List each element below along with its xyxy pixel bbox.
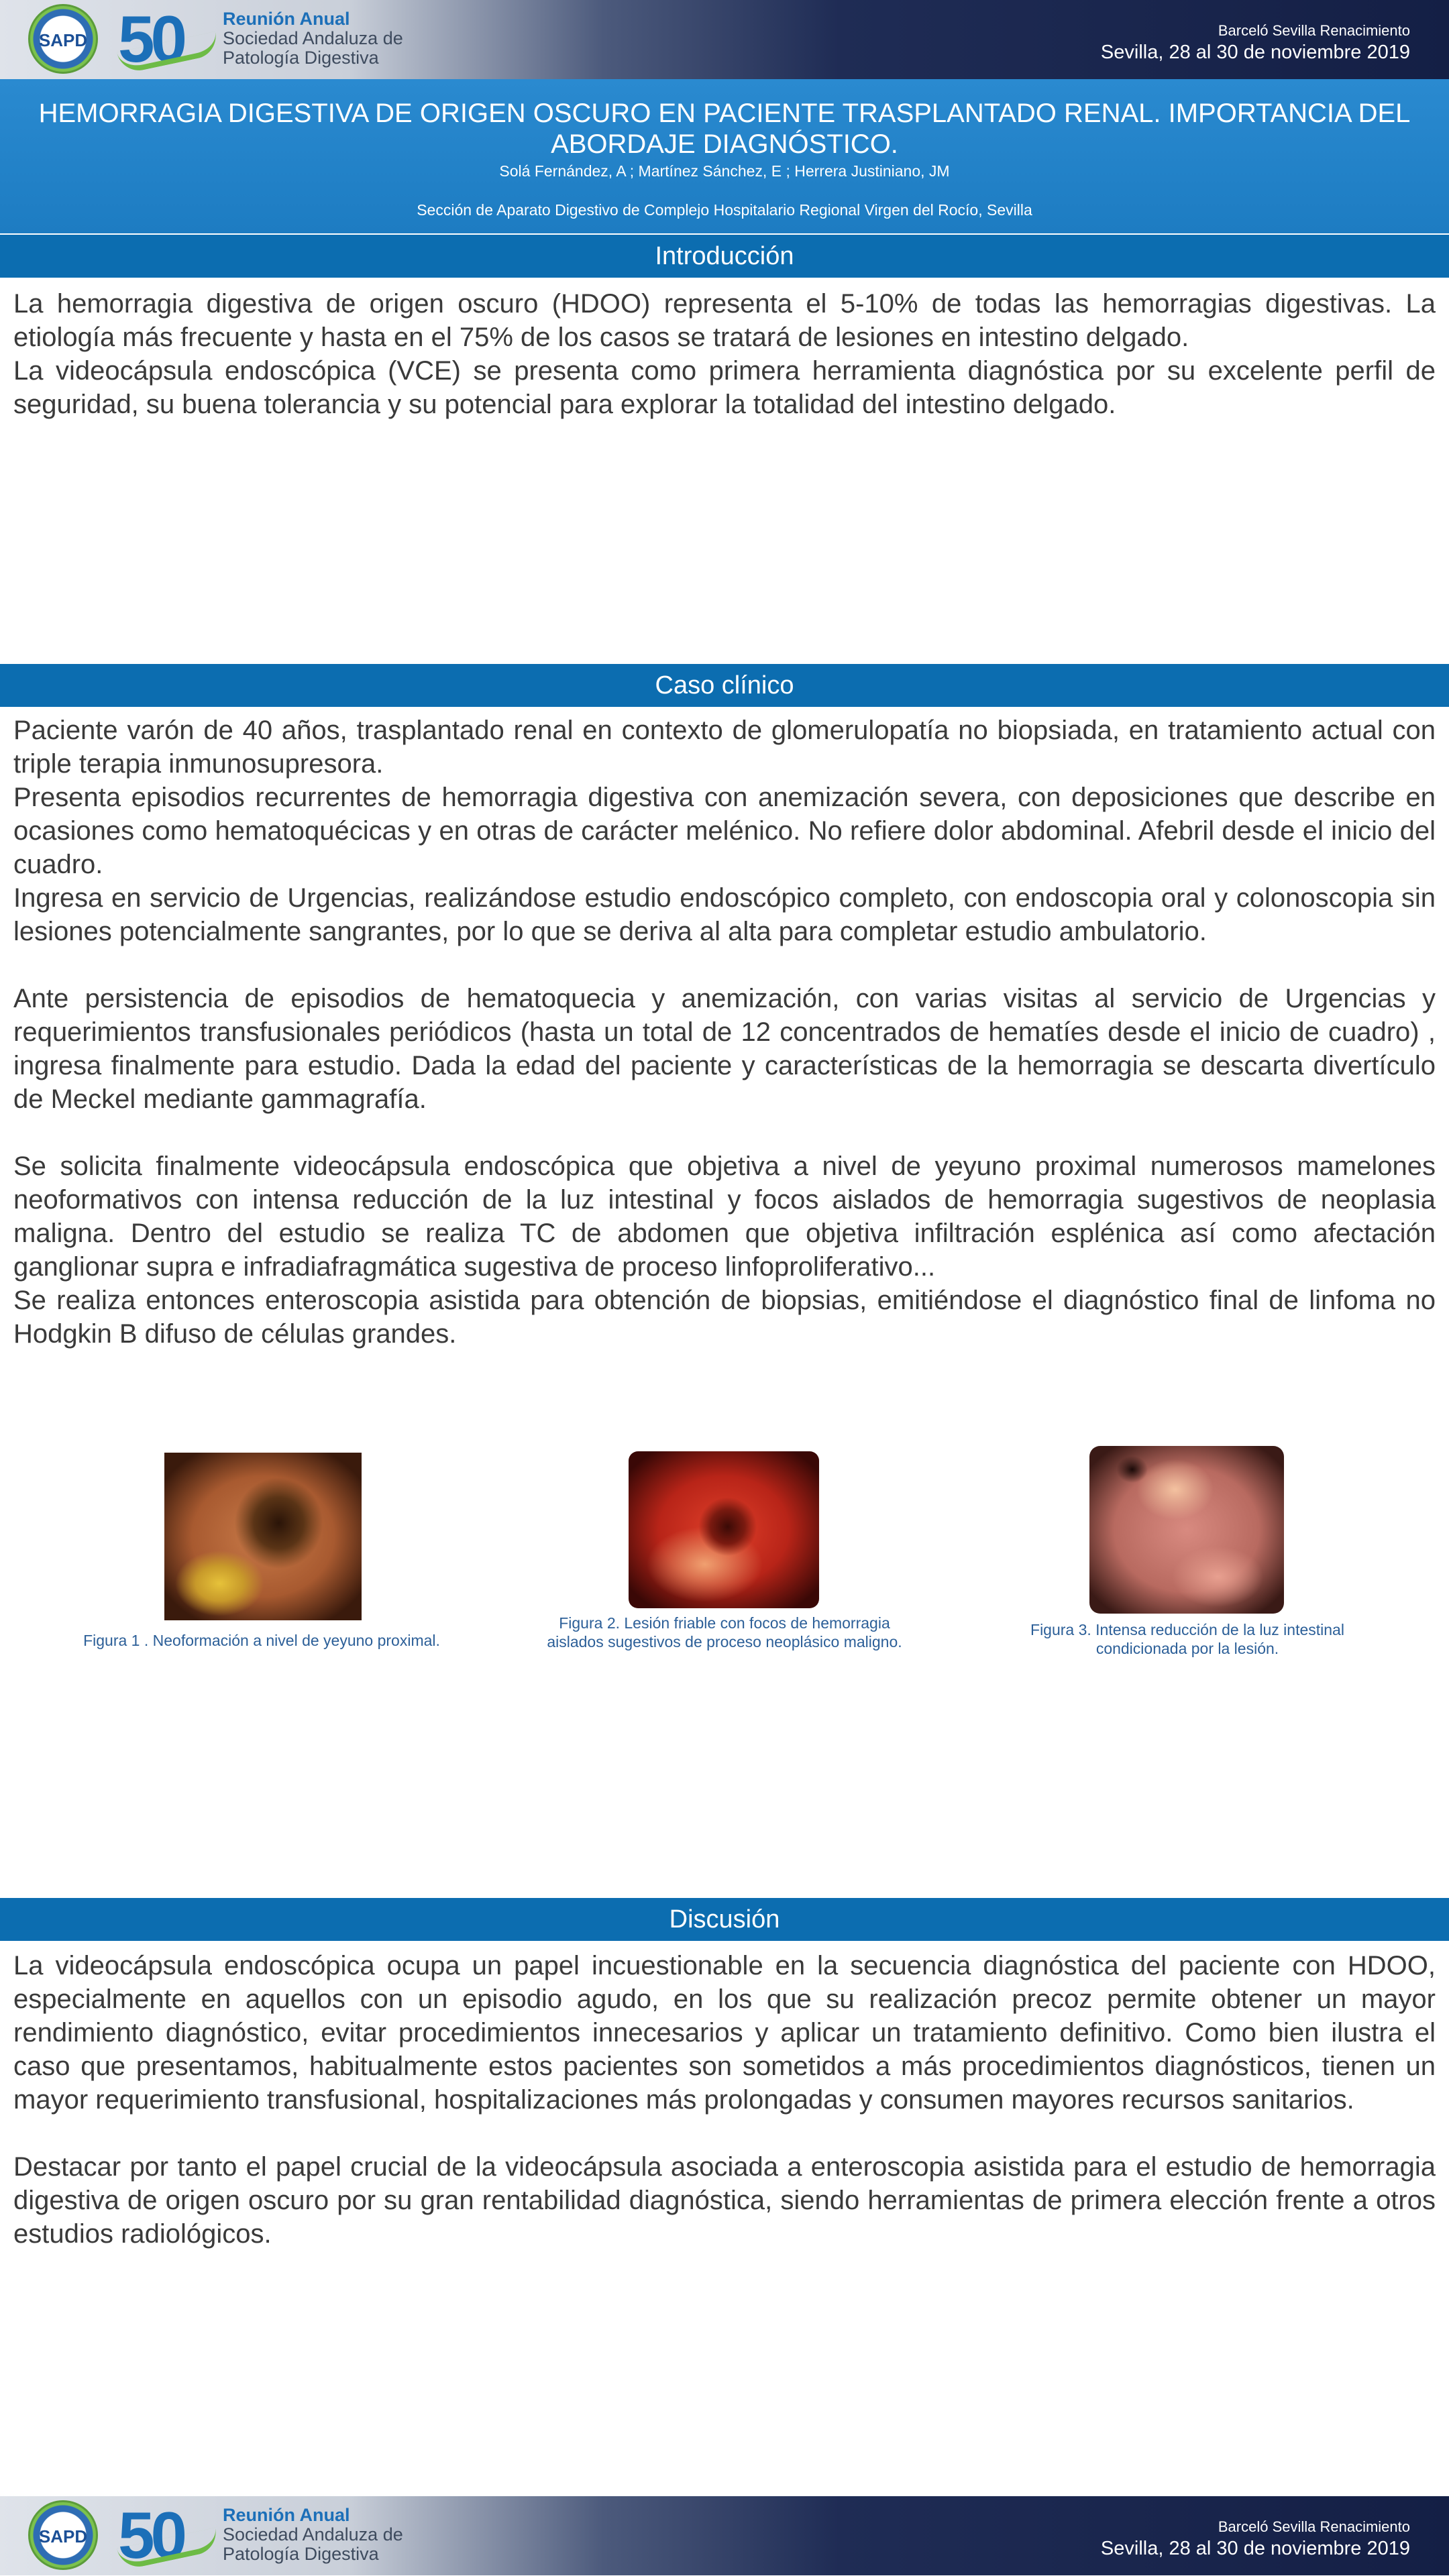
- intro-text: [13, 287, 1436, 421]
- section-heading-caso-clinico: Caso clínico: [0, 664, 1449, 707]
- brand-line-2-footer: Sociedad Andaluza de: [223, 2524, 403, 2544]
- case-paragraph-3: Ingresa en servicio de Urgencias, realizándose estudio endoscópico completo, con endoscopia oral y colonoscopia sin lesiones potencialmente sangrantes, por lo que se deriva al alta para completar estudio ambulatorio.: [13, 883, 1436, 946]
- discussion-paragraph-2: Destacar por tanto el papel crucial de la videocápsula asociada a enteroscopia asistida para el estudio de hemorragia digestiva de origen oscuro por su gran rentabilidad diagnóstica, siendo herramientas de primera elección frente a otros estudios radiológicos.: [13, 2152, 1436, 2249]
- sapd-logo-footer: SAPD: [28, 2500, 98, 2570]
- brand-line-1: Reunión Anual: [223, 9, 350, 29]
- society-brand-footer: [223, 2506, 403, 2564]
- case-paragraph-5: Se solicita finalmente videocápsula endoscópica que objetiva a nivel de yeyuno proximal numerosos mamelones neoformativos con intensa reducción de la luz intestinal y focos aislados de hemorragia sugestivos de neoplasia maligna. Dentro del estudio se realiza TC de abdomen que objetiva infiltración esplénica así como afectación ganglionar supra e infradiafragmática sugestiva de proceso linfoproliferativo...: [13, 1152, 1436, 1282]
- figure-2-caption: Figura 2. Lesión friable con focos de hemorragia aislados sugestivos de proceso neoplásico maligno.: [547, 1614, 902, 1650]
- case-text: [13, 714, 1436, 1351]
- discussion-paragraph-1: La videocápsula endoscópica ocupa un papel incuestionable en la secuencia diagnóstica del paciente con HDOO, especialmente en aquellos con un episodio agudo, en los que su realización precoz permite obtener un mayor rendimiento diagnóstico, evitar procedimientos innecesarios y aplicar un tratamiento definitivo. Como bien ilustra el caso que presentamos, habitualmente estos pacientes son sometidos a más procedimientos diagnósticos, tienen un mayor requerimiento transfusional, hospitalizaciones más prolongadas y consumen mayores recursos sanitarios.: [13, 1951, 1436, 2115]
- case-paragraph-1: Paciente varón de 40 años, trasplantado renal en contexto de glomerulopatía no biopsiada, en tratamiento actual con triple terapia inmunosupresora.: [13, 716, 1436, 779]
- brand-line-3-footer: Patología Digestiva: [223, 2544, 379, 2564]
- endoscopy-image-3: [1089, 1446, 1284, 1614]
- sapd-logo: SAPD: [28, 4, 98, 74]
- affiliation: Sección de Aparato Digestivo de Complejo Hospitalario Regional Virgen del Rocío, Sevilla: [417, 201, 1032, 219]
- brand-line-3: Patología Digestiva: [223, 48, 379, 68]
- figure-3-caption: Figura 3. Intensa reducción de la luz intestinal condicionada por la lesión.: [1030, 1621, 1344, 1657]
- endoscopy-image-1: [164, 1453, 362, 1620]
- section-heading-discusion: Discusión: [0, 1898, 1449, 1941]
- event-venue: Barceló Sevilla Renacimiento: [1218, 22, 1410, 39]
- event-dates: Sevilla, 28 al 30 de noviembre 2019: [1100, 42, 1410, 63]
- brand-line-1-footer: Reunión Anual: [223, 2505, 350, 2525]
- case-paragraph-2: Presenta episodios recurrentes de hemorragia digestiva con anemización severa, con deposiciones que describe en ocasiones como hematoquécicas y en otras de carácter melénico. No refiere dolor abdominal. Afebril desde el inicio del cuadro.: [13, 783, 1436, 879]
- authors: Solá Fernández, A ; Martínez Sánchez, E ; Herrera Justiniano, JM: [499, 162, 950, 180]
- event-info-footer: [1101, 2516, 1410, 2559]
- anniversary-logo: 50: [118, 2, 184, 76]
- anniversary-logo-footer: 50: [118, 2498, 184, 2572]
- footer-banner: [0, 2496, 1449, 2575]
- endoscopy-image-2: [629, 1451, 819, 1608]
- intro-paragraph-2: La videocápsula endoscópica (VCE) se presenta como primera herramienta diagnóstica por su excelente perfil de seguridad, su buena tolerancia y su potencial para explorar la totalidad del intestino delgado.: [13, 356, 1436, 419]
- event-venue-footer: Barceló Sevilla Renacimiento: [1218, 2518, 1410, 2535]
- figure-1-caption: Figura 1 . Neoformación a nivel de yeyuno proximal.: [83, 1632, 440, 1649]
- discussion-text: [13, 1949, 1436, 2251]
- header-banner: [0, 0, 1449, 79]
- poster-title: HEMORRAGIA DIGESTIVA DE ORIGEN OSCURO EN PACIENTE TRASPLANTADO RENAL. IMPORTANCIA DEL ABORDAJE DIAGNÓSTICO.: [38, 99, 1411, 159]
- case-paragraph-6: Se realiza entonces enteroscopia asistida para obtención de biopsias, emitiéndose el diagnóstico final de linfoma no Hodgkin B difuso de células grandes.: [13, 1286, 1436, 1349]
- section-heading-introduccion: Introducción: [0, 235, 1449, 278]
- intro-paragraph-1: La hemorragia digestiva de origen oscuro (HDOO) representa el 5-10% de todas las hemorragias digestivas. La etiología más frecuente y hasta en el 75% de los casos se tratará de lesiones en intestino delgado.: [13, 289, 1436, 352]
- title-block: [0, 79, 1449, 233]
- society-brand: [223, 9, 403, 68]
- brand-line-2: Sociedad Andaluza de: [223, 28, 403, 48]
- case-paragraph-4: Ante persistencia de episodios de hematoquecia y anemización, con varias visitas al servicio de Urgencias y requerimientos transfusionales periódicos (hasta un total de 12 concentrados de hematíes desde el inicio de cuadro) , ingresa finalmente para estudio. Dada la edad del paciente y características de la hemorragia se descarta divertículo de Meckel mediante gammagrafía.: [13, 984, 1436, 1114]
- event-dates-footer: Sevilla, 28 al 30 de noviembre 2019: [1100, 2538, 1410, 2559]
- event-info: [1101, 20, 1410, 63]
